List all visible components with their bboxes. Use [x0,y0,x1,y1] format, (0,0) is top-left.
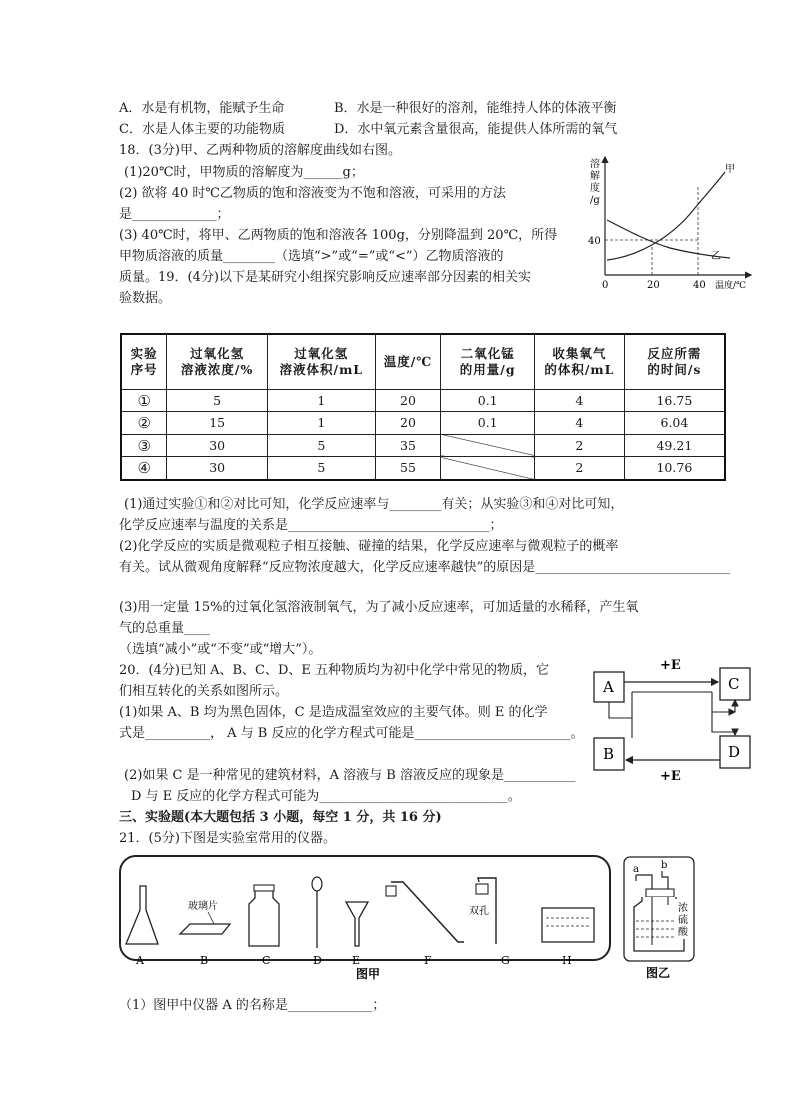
q19-part1-line2: 化学反应速率与温度的关系是_______________________________； [119,518,503,533]
two-hole-stopper-icon [476,884,488,894]
table-cell: 2 [535,457,625,480]
q18-part2-line2: 是_____________； [119,207,230,222]
x-tick-0: 0 [602,280,609,291]
q19-part3-line1: (3)用一定量 15%的过氧化氢溶液制氧气，为了减小反应速率，可加适量的水稀释，产生氧 [119,600,639,615]
q21-part1: （1）图甲中仪器 A 的名称是_____________； [119,998,386,1013]
table-cell: 16.75 [624,390,725,412]
letter-d: D [313,954,322,967]
substance-relation-diagram [590,656,765,784]
apparatus-figure-jia [118,852,613,982]
section-title: 三、实验题(本大题包括 3 小题，每空 1 分，共 16 分) [119,810,442,825]
header-mno2-amount: 二氧化锰 的用量/g [441,334,535,390]
node-c-label: C [728,675,740,693]
q18-part2-line1: (2) 欲将 40 时℃乙物质的饱和溶液变为不饱和溶液，可采用的方法 [119,186,506,201]
q17-option-a: A．水是有机物，能赋予生命 [119,101,285,116]
table-row [121,390,725,412]
q18-part3-line3: 质量。19．(4分)以下是某研究小组探究影响反应速率部分因素的相关实 [119,270,531,285]
y-axis-label-4: /g [590,195,600,206]
letter-f: F [424,954,432,967]
table-cell: 0.1 [441,412,535,434]
table-cell: 35 [375,434,441,456]
table-cell: 49.21 [624,434,725,456]
table-cell: 5 [267,457,375,480]
table-cell: 4 [535,412,625,434]
table-cell: 15 [167,412,268,434]
header-concentration: 过氧化氢 溶液浓度/% [167,334,268,390]
node-b-label: B [603,745,615,763]
q18-part3-line1: (3) 40℃时，将甲、乙两物质的饱和溶液各 100g，分别降温到 20℃，所得 [119,228,558,243]
q18-part1: (1)20℃时，甲物质的溶解度为______g； [124,165,364,180]
x-tick-40: 40 [693,280,706,291]
header-reaction-time: 反应所需 的时间/s [624,334,725,390]
acid-label-2: 硫 [678,915,688,926]
header-experiment-number: 实验 序号 [121,334,167,390]
table-cell: ③ [121,434,167,456]
q20-part2-line2: D 与 E 反应的化学方程式可能为_____________________________。 [131,789,521,804]
q20-stem-line1: 20．(4分)已知 A、B、C、D、E 五种物质均为初中化学中常见的物质，它 [119,663,550,678]
x-axis-label: 温度/℃ [715,281,747,291]
table-cell: 6.04 [624,412,725,434]
figure-jia-caption: 图甲 [356,967,381,981]
table-cell: ② [121,412,167,434]
table-row [121,457,725,480]
table-cell-slashed [441,457,535,480]
table-cell-slashed [441,434,535,456]
glass-slide-label: 玻璃片 [188,901,218,912]
bottle-stopper-yi [646,889,674,897]
q19-part2-line1: (2)化学反应的实质是微观粒子相互接触、碰撞的结果，化学反应速率与微观粒子的概率 [119,539,619,554]
q19-part3-line2: 气的总重量____ [119,621,211,636]
table-cell: 2 [535,434,625,456]
letter-a: A [136,954,144,967]
apparatus-figure-yi [622,855,697,983]
q19-part3-line3: （选填“减小”或“不变”或“增大”）。 [119,642,322,657]
y-axis-label-2: 解 [590,171,600,182]
letter-b: B [200,954,209,967]
port-b-label: b [661,860,668,871]
table-cell: 20 [375,390,441,412]
y-axis-label-1: 溶 [590,159,600,170]
table-cell: 5 [267,434,375,456]
letter-h: H [562,954,572,967]
q17-option-c: C．水是人体主要的功能物质 [119,122,285,137]
q21-stem: 21．(5分)下图是实验室常用的仪器。 [119,831,336,846]
figure-yi-caption: 图乙 [646,966,671,980]
stopper-icon [386,886,396,896]
header-oxygen-volume: 收集氧气 的体积/mL [535,334,625,390]
top-arrow-label: +E [660,658,681,673]
q17-option-b: B．水是一种很好的溶剂，能维持人体的体液平衡 [334,101,617,116]
table-header-row [121,334,725,390]
table-cell: 1 [267,412,375,434]
q20-part2-line1: (2)如果 C 是一种常见的建筑材料，A 溶液与 B 溶液反应的现象是___________ [124,768,576,783]
table-cell: 4 [535,390,625,412]
q19-part1-line1: (1)通过实验①和②对比可知，化学反应速率与________有关；从实验③和④对比可知， [124,497,624,512]
table-cell: ④ [121,457,167,480]
bottle-stopper [254,885,274,891]
acid-label-1: 浓 [678,903,688,914]
q19-part2-line2: 有关。试从微观角度解释“反应物浓度越大，化学反应速率越快”的原因是______________________________ [119,560,731,575]
acid-label-3: 酸 [678,927,688,938]
q18-part3-line2: 甲物质溶液的质量________（选填“>”或“=”或“<”）乙物质溶液的 [119,249,504,264]
q20-stem-line2: 们相互转化的关系如图所示。 [119,684,289,699]
bottom-arrow-label: +E [660,769,681,784]
table-row [121,412,725,434]
dropper-bulb-icon [312,877,322,891]
node-a-label: A [603,678,614,696]
letter-e: E [352,954,361,967]
y-axis-label-3: 度 [590,183,600,194]
header-temperature: 温度/℃ [375,334,441,390]
node-d-label: D [728,743,741,761]
q20-part1-line2: 式是__________， A 与 B 反应的化学方程式可能是________________________。 [119,726,584,741]
water-trough-icon [542,908,594,942]
q17-option-d: D．水中氧元素含量很高，能提供人体所需的氧气 [334,122,618,137]
table-cell: 30 [167,434,268,456]
q18-stem: 18．(3分)甲、乙两种物质的溶解度曲线如右图。 [119,143,401,158]
y-tick-40: 40 [588,236,601,247]
header-volume: 过氧化氢 溶液体积/mL [267,334,375,390]
table-cell: ① [121,390,167,412]
curve-yi-label: 乙 [711,251,721,262]
experiment-data-table [120,333,726,481]
letter-g: G [501,954,510,967]
q18-part3-line4: 验数据。 [119,291,172,306]
letter-c: C [262,954,271,967]
table-cell: 30 [167,457,268,480]
table-cell: 1 [267,390,375,412]
x-tick-20: 20 [647,280,660,291]
table-cell: 20 [375,412,441,434]
table-cell: 10.76 [624,457,725,480]
table-cell: 5 [167,390,268,412]
table-row [121,434,725,456]
solubility-curve-chart [585,152,760,292]
curve-jia-label: 甲 [725,164,735,175]
table-cell: 0.1 [441,390,535,412]
double-hole-label: 双孔 [469,906,489,917]
q20-part1-line1: (1)如果 A、B 均为黑色固体，C 是造成温室效应的主要气体。则 E 的化学 [119,705,548,720]
table-cell: 55 [375,457,441,480]
port-a-label: a [633,864,639,875]
